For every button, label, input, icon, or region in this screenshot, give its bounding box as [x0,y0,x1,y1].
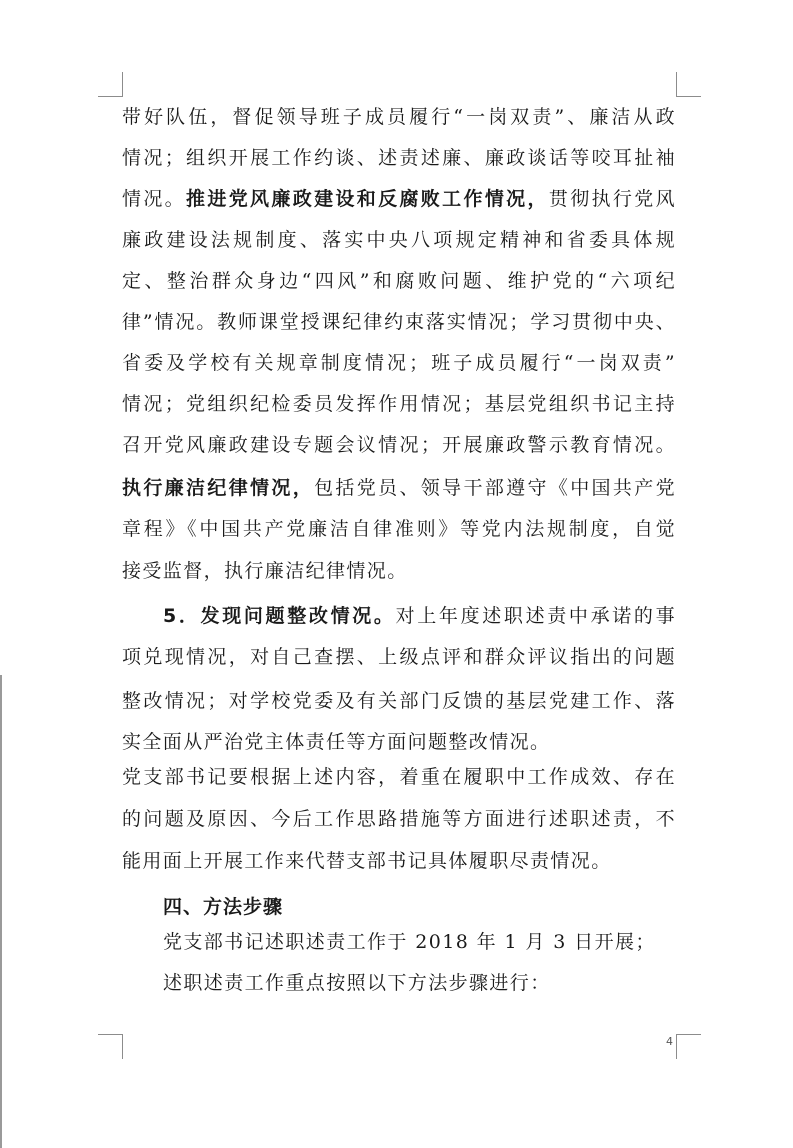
body-text-line [163,602,676,630]
section-heading: 四、方法步骤 [163,896,284,918]
crop-mark-bottom-right [676,1034,701,1059]
body-text-line: 党支部书记述职述责工作于 2018 年 1 月 3 日开展； [163,931,656,953]
body-text-span: 包括党员、领导干部遵守《中国共产党 [314,477,676,499]
body-text-line [122,185,676,213]
body-text-line: 的问题及原因、今后工作思路措施等方面进行述职述责，不 [122,808,676,830]
bold-subtopic: 推进党风廉政建设和反腐败工作情况， [186,188,549,210]
body-text-line: 情况；组织开展工作约谈、述责述廉、廉政谈话等咬耳扯袖 [122,147,676,169]
body-text-line: 省委及学校有关规章制度情况；班子成员履行“一岗双责” [122,352,676,374]
body-text-line: 廉政建设法规制度、落实中央八项规定精神和省委具体规 [122,229,676,251]
body-text-line: 能用面上开展工作来代替支部书记具体履职尽责情况。 [122,850,612,872]
body-text-line: 接受监督，执行廉洁纪律情况。 [122,560,408,582]
left-margin-rule [0,675,2,1148]
crop-mark-bottom-left [98,1034,123,1059]
body-text-span: 贯彻执行党风 [548,188,676,210]
numbered-subheading: 5．发现问题整改情况。 [163,605,396,627]
body-text-line: 律”情况。教师课堂授课纪律约束落实情况；学习贯彻中央、 [122,311,676,333]
body-text-line: 召开党风廉政建设专题会议情况；开展廉政警示教育情况。 [122,434,676,456]
crop-mark-top-right [676,72,701,97]
body-text-line: 章程》《中国共产党廉洁自律准则》等党内法规制度，自觉 [122,518,676,540]
body-text-line: 述职述责工作重点按照以下方法步骤进行： [163,972,551,994]
crop-mark-top-left [98,72,123,97]
body-text-line: 实全面从严治党主体责任等方面问题整改情况。 [122,731,551,753]
body-text-line: 情况；党组织纪检委员发挥作用情况；基层党组织书记主持 [122,393,676,415]
body-text-span: 对上年度述职述责中承诺的事 [395,605,676,627]
bold-subtopic: 执行廉洁纪律情况， [122,477,315,499]
body-text-line [122,474,676,502]
body-text-span: 情况。 [122,188,187,210]
body-text-line: 项兑现情况，对自己查摆、上级点评和群众评议指出的问题 [122,646,676,668]
body-text-line: 整改情况；对学校党委及有关部门反馈的基层党建工作、落 [122,690,676,712]
body-text-line: 党支部书记要根据上述内容，着重在履职中工作成效、存在 [122,766,676,788]
page-number: 4 [666,1035,673,1048]
body-text-line: 带好队伍，督促领导班子成员履行“一岗双责”、廉洁从政 [122,106,676,128]
body-text-line: 定、整治群众身边“四风”和腐败问题、维护党的“六项纪 [122,270,676,292]
